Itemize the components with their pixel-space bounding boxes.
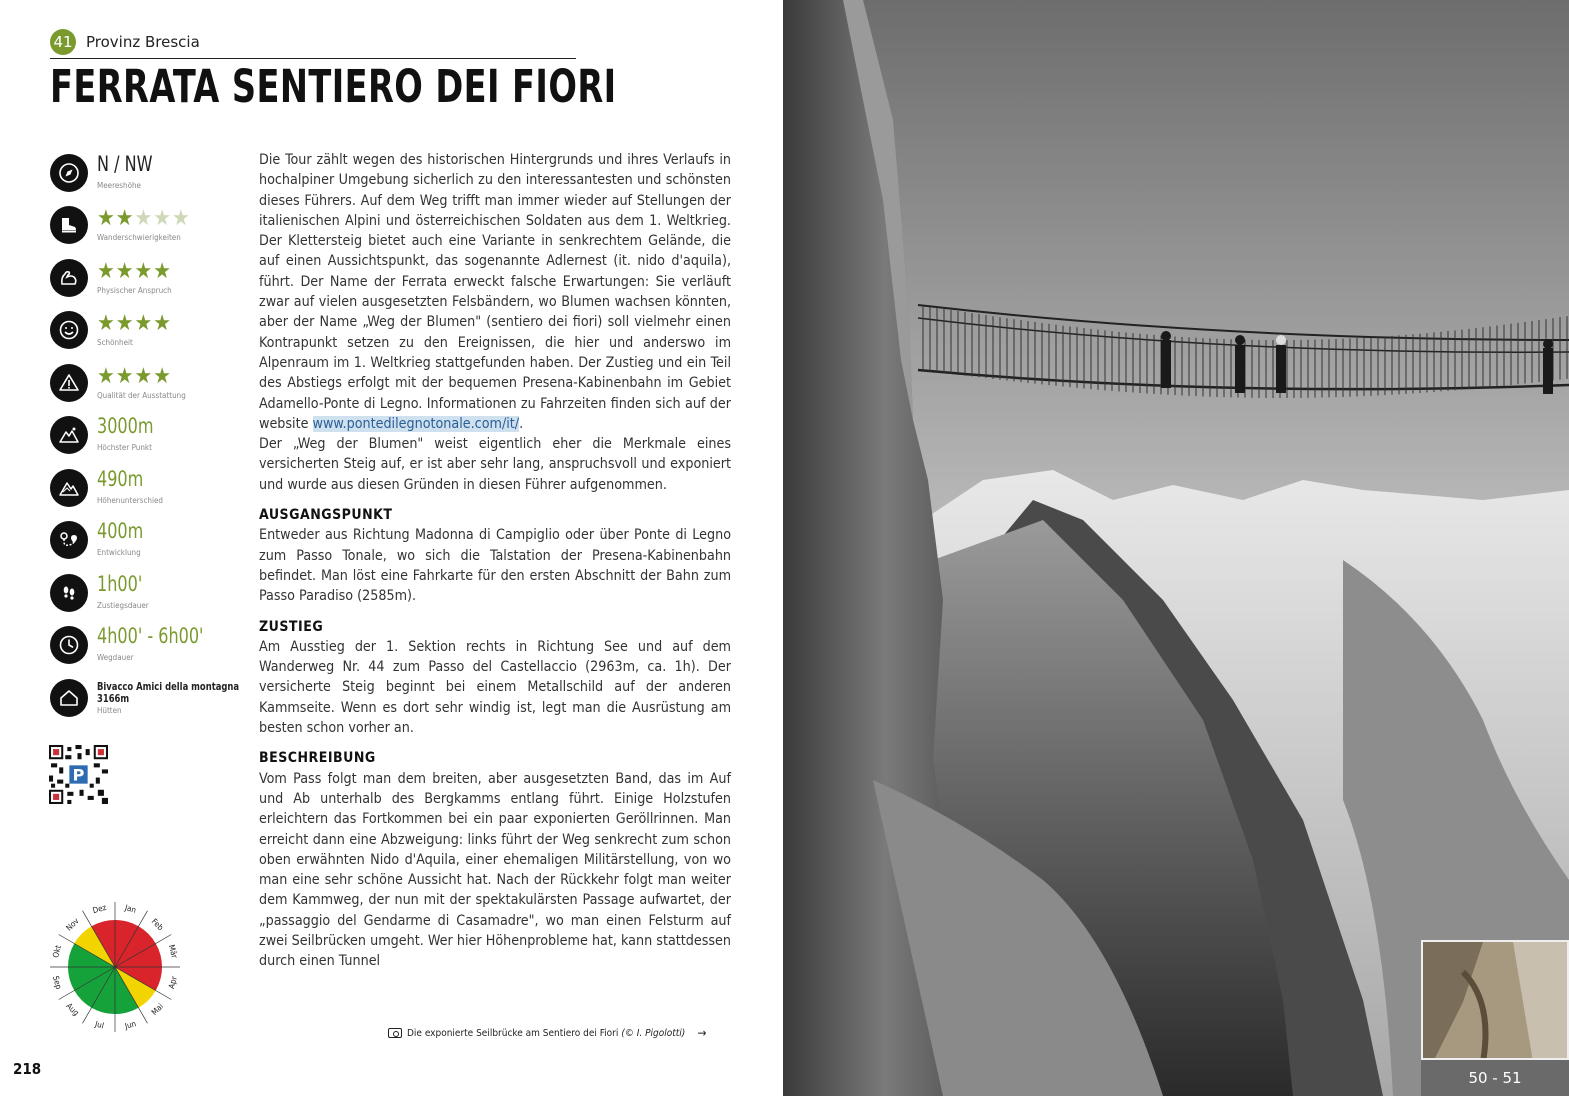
approach-heading: ZUSTIEG [259, 618, 324, 635]
beauty-label: Schönheit [97, 338, 133, 347]
right-page [783, 0, 1569, 1096]
elevation-gain-label: Höhenunterschied [97, 496, 163, 505]
calendar-month-label: Jan [124, 903, 138, 915]
calendar-month-label: Nov [64, 916, 81, 933]
website-link[interactable]: www.pontedilegnotonale.com/it/ [312, 415, 520, 432]
camera-icon [388, 1028, 402, 1038]
info-exposure [50, 150, 240, 200]
thumbnail-graphic [1423, 942, 1569, 1060]
calendar-month-label: Aug [64, 1001, 81, 1018]
exposure-value: N / NW [97, 152, 153, 176]
approach-value: 1h00' [97, 572, 143, 596]
muscle-icon [50, 259, 88, 297]
left-page [0, 0, 783, 1096]
info-hut [50, 675, 240, 725]
caption-credit: (© I. Pigolotti) [621, 1027, 686, 1039]
beauty-stars: ★★★★ [97, 311, 172, 336]
equipment-stars: ★★★★ [97, 364, 172, 389]
smiley-icon [50, 311, 88, 349]
hut-label: Hütten [97, 706, 122, 715]
calendar-month-label: Okt [51, 944, 64, 959]
equipment-label: Qualität der Ausstattung [97, 391, 186, 400]
approach-label: Zustiegsdauer [97, 601, 149, 610]
footprints-icon [50, 574, 88, 612]
info-distance [50, 517, 240, 567]
duration-label: Wegdauer [97, 653, 134, 662]
season-calendar [40, 885, 190, 1050]
hut-name: Bivacco Amici della montagna [97, 680, 240, 693]
info-physical [50, 255, 240, 305]
start-heading: AUSGANGSPUNKT [259, 507, 393, 524]
thumbnail-image[interactable] [1421, 940, 1569, 1060]
hut-icon [50, 679, 88, 717]
info-difficulty [50, 202, 240, 252]
difficulty-label: Wanderschwierigkeiten [97, 233, 181, 242]
physical-label: Physischer Anspruch [97, 286, 172, 295]
calendar-month-label: Apr [166, 975, 179, 990]
info-elevation-gain [50, 465, 240, 515]
calendar-month-label: Dez [91, 902, 108, 916]
info-beauty [50, 307, 240, 357]
duration-value: 4h00' - 6h00' [97, 624, 204, 648]
difficulty-stars: ★★★★★ [97, 206, 191, 231]
calendar-month-label: Jul [94, 1019, 105, 1031]
description-text: Vom Pass folgt man dem breiten, aber ausgesetzten Band, das im Auf und Ab unterhalb des Bergkamms entlang führt. Einige Holzstufen erleichtern das Fortkommen bei ein paar exponierten Geröllrinnen. Man erreicht dann eine Abzweigung: links führt der Weg senkrecht zum schon oben erwähnten Nido d'Aquila, einer ehemaligen Militärstellung, von wo man eine sehr schöne Aussicht hat. Nach der Rückkehr folgt man weiter dem Kammweg, der nun mit der spektakulärsten Passage aufwartet, der „passaggio del Gendarme di Casamadre", wo man einen Felsturm auf zwei Seilbrücken umgeht. Wer hier Höhenprobleme hat, kann stattdessen durch einen Tunnel [259, 770, 731, 970]
qr-code[interactable] [49, 745, 108, 804]
mountain-elevation-icon [50, 469, 88, 507]
hut-altitude: 3166m [97, 692, 130, 705]
page-title: FERRATA SENTIERO DEI FIORI [50, 60, 617, 113]
boot-icon [50, 206, 88, 244]
intro-paragraph-2: Der „Weg der Blumen" weist eigentlich eher die Merkmale eines versicherten Steig auf, er ist aber sehr lang, anspruchsvoll und exponiert und wurde aus diesen Gründen in diesen Führer aufgenommen. [259, 436, 731, 493]
calendar-month-label: Jun [123, 1019, 138, 1031]
intro-paragraph: Die Tour zählt wegen des historischen Hintergrunds und ihres Verlaufs in hochalpiner Umgebung sicherlich zu den interessantesten und schönsten dieses Führers. Auf dem Weg trifft man immer wieder auf Stellungen der italienischen Alpini und österreichischen Soldaten aus dem 1. Weltkrieg. Der Klettersteig bietet auch eine Variante in senkrechtem Gelände, die auf einen Aussichtspunkt, das sogenannte Adlernest (it. nido d'aquila), führt. Der Name der Ferrata erweckt falsche Erwartungen: Sie verläuft zwar auf vielen ausgesetzten Felsbändern, wo Blumen wachsen könnten, aber der Name „Weg der Blumen" (sentiero dei fiori) soll vielmehr einen Kontrapunkt setzen zu den Ereignissen, die hier und anderswo im Alpenraum im 1. Weltkrieg stattgefunden haben. Der Zustieg und ein Teil des Abstiegs erfolgt mit der bequemen Presena-Kabinenbahn im Gebiet Adamello-Ponte di Legno. Informationen zu Fahrzeiten finden sich auf der website www.pontedilegnotonale.com/it/. [259, 152, 731, 432]
description-heading: BESCHREIBUNG [259, 750, 376, 767]
info-highest-point [50, 412, 240, 462]
physical-stars: ★★★★ [97, 259, 172, 284]
exposure-label: Meereshöhe [97, 181, 141, 190]
tour-number-badge: 41 [50, 29, 76, 55]
highest-point-value: 3000m [97, 414, 154, 438]
distance-label: Entwicklung [97, 548, 141, 557]
calendar-month-label: Feb [149, 916, 166, 933]
calendar-month-label: Mär [166, 943, 180, 960]
calendar-month-label: Sep [50, 974, 64, 991]
tour-header [50, 25, 576, 59]
page-range-label: 50 - 51 [1421, 1060, 1569, 1096]
caption-text: Die exponierte Seilbrücke am Sentiero dei Fiori [407, 1027, 619, 1039]
compass-icon [50, 154, 88, 192]
distance-value: 400m [97, 519, 144, 543]
calendar-month-label: Mai [149, 1001, 166, 1018]
province-label: Provinz Brescia [86, 32, 200, 51]
hut-value [97, 681, 239, 705]
route-icon [50, 521, 88, 559]
highest-point-label: Höchster Punkt [97, 443, 152, 452]
warning-icon [50, 364, 88, 402]
elevation-gain-value: 490m [97, 467, 144, 491]
mountain-peak-icon [50, 416, 88, 454]
arrow-right-icon[interactable]: → [697, 1026, 707, 1040]
info-approach [50, 570, 240, 620]
bridge-photo [783, 0, 1569, 1096]
page-number: 218 [13, 1060, 42, 1078]
body-text [259, 150, 731, 972]
start-text: Entweder aus Richtung Madonna di Campiglio oder über Ponte di Legno zum Passo Tonale, wo sich die Talstation der Presena-Kabinenbahn befindet. Man löst eine Fahrkarte für den ersten Abschnitt der Bahn zum Passo Paradiso (2585m). [259, 527, 731, 605]
photo-caption [388, 1026, 706, 1040]
info-equipment [50, 360, 240, 410]
approach-text: Am Ausstieg der 1. Sektion rechts in Richtung See und auf dem Wanderweg Nr. 44 zum Passo del Castellaccio (2963m, ca. 1h). Der versicherte Steig beginnt bei einem Metallschild auf der anderen Kammseite. Wenn es dort sehr windig ist, legt man die Ausrüstung am besten schon vorher an. [259, 638, 731, 737]
clock-icon [50, 626, 88, 664]
parking-icon: P [72, 765, 85, 785]
info-duration [50, 622, 240, 672]
